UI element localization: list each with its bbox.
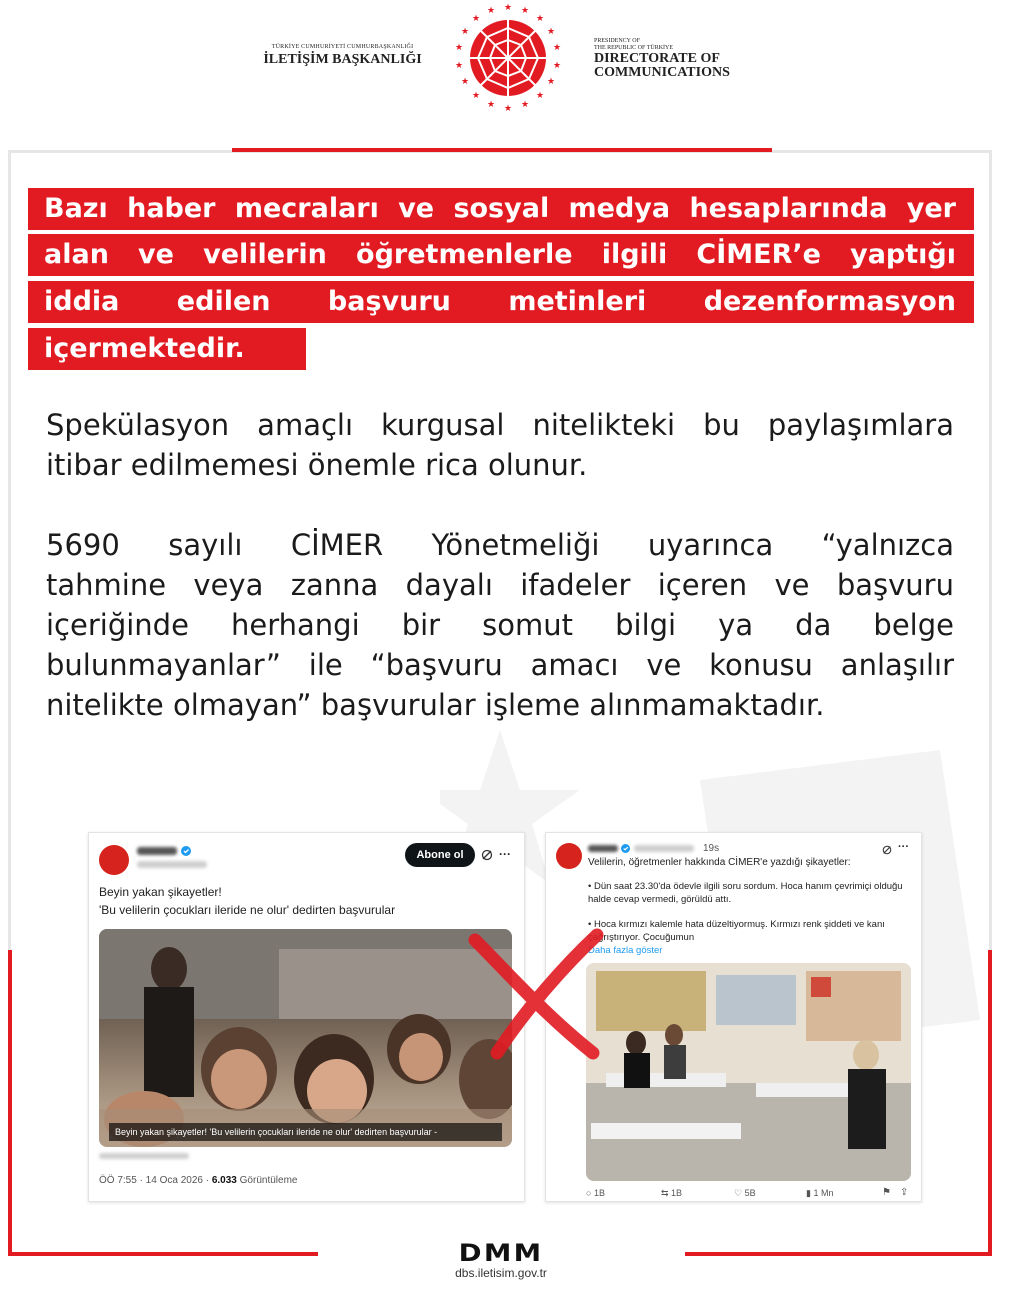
svg-text:★: ★ <box>535 91 545 101</box>
frame-bottom-left-accent <box>8 950 12 1255</box>
like-count[interactable]: ♡ 5B <box>734 1188 756 1198</box>
blurred-account-name-2 <box>588 845 618 852</box>
follow-button[interactable]: Abone ol <box>405 843 475 867</box>
classroom-photo-2[interactable] <box>586 963 911 1181</box>
tweet-2-bullet-2-line-2: çağrıştırıyor. Çocuğumun <box>588 932 695 943</box>
paragraph-2-line-1: 5690 sayılı CİMER Yönetmeliği uyarınca “yalnızca <box>46 528 954 562</box>
tweet-2-bullet-2-line-1: • Hoca kırmızı kalemle hata düzeltiyormuş. Kırmızı renk şiddeti ve kanı <box>588 919 885 930</box>
tweet-2-age: 19s <box>703 843 720 854</box>
tweet-1-text-line-1: Beyin yakan şikayetler! <box>99 885 222 899</box>
en-agency-name <box>594 38 784 80</box>
svg-text:★: ★ <box>520 6 530 16</box>
svg-text:★: ★ <box>503 104 513 114</box>
blurred-account-handle-2 <box>634 845 694 852</box>
classroom-photo-2-illustration <box>586 963 911 1181</box>
headline-line-4: içermektedir. <box>28 328 306 370</box>
dmm-footer <box>445 1240 557 1280</box>
classroom-photo[interactable] <box>99 929 512 1147</box>
frame-bottom-right-accent-h <box>685 1252 992 1256</box>
svg-text:★: ★ <box>471 91 481 101</box>
blurred-source <box>99 1153 189 1159</box>
paragraph-1 <box>46 405 954 485</box>
grok-icon[interactable] <box>882 845 892 855</box>
tweet-2-text-line-1: Velilerin, öğretmenler hakkında CİMER'e yazdığı şikayetler: <box>588 857 851 868</box>
tweet-1-text-line-2: 'Bu velilerin çocukları ileride ne olur' dedirten başvurular <box>99 903 396 917</box>
paragraph-2-line-2: tahmine veya zanna dayalı ifadeler içeren ve başvuru <box>46 568 954 602</box>
svg-text:★: ★ <box>454 61 464 71</box>
tr-agency-name <box>255 44 430 68</box>
blurred-account-name <box>137 847 177 855</box>
en-agency-title-1: DIRECTORATE OF <box>594 51 720 66</box>
headline-line-1: Bazı haber mecraları ve sosyal medya hesaplarında yer <box>28 188 974 230</box>
tr-agency-title: İLETİŞİM BAŞKANLIĞI <box>263 52 422 67</box>
frame-bottom-right-accent <box>988 950 992 1255</box>
paragraph-1-line-2: itibar edilmemesi önemle rica olunur. <box>46 448 588 482</box>
account-avatar <box>99 845 129 875</box>
paragraph-2 <box>46 525 954 725</box>
svg-text:★: ★ <box>503 3 513 13</box>
paragraph-2-line-3: içeriğinde herhangi bir somut bilgi ya da belge <box>46 608 954 642</box>
reply-count-value: 1B <box>593 1188 605 1198</box>
view-count[interactable]: ▮ 1 Mn <box>806 1188 834 1198</box>
svg-text:★: ★ <box>552 61 562 71</box>
verified-badge-icon <box>621 844 630 853</box>
svg-text:★: ★ <box>520 100 530 110</box>
bookmark-icon[interactable]: ⚑ <box>882 1187 891 1198</box>
view-count-value: 1 Mn <box>813 1188 834 1198</box>
tweet-1-views: 6.033 <box>211 1175 237 1186</box>
tweet-1-timestamp: ÖÖ 7:55 · 14 Oca 2026 · <box>99 1175 212 1186</box>
svg-text:★: ★ <box>535 14 545 24</box>
more-options-icon[interactable]: ··· <box>499 847 511 861</box>
more-options-icon[interactable]: ··· <box>898 841 909 853</box>
tr-agency-subtitle: TÜRKİYE CUMHURİYETİ CUMHURBAŞKANLIĞI <box>271 44 414 50</box>
paragraph-2-line-5: nitelikte olmayan” başvurular işleme alınmamaktadır. <box>46 688 825 722</box>
frame-top-accent <box>232 148 772 152</box>
tweet-1-meta <box>99 1175 297 1186</box>
tweet-1-views-label: Görüntüleme <box>236 1175 298 1186</box>
svg-text:★: ★ <box>486 100 496 110</box>
share-icon[interactable]: ⇪ <box>900 1187 909 1198</box>
like-count-value: 5B <box>744 1188 756 1198</box>
svg-text:★: ★ <box>546 27 556 37</box>
svg-text:★: ★ <box>454 43 464 53</box>
headline-line-2: alan ve velilerin öğretmenlerle ilgili CİMER’e yaptığı <box>28 234 974 276</box>
dmm-logo: DMM <box>458 1239 544 1267</box>
presidency-emblem-icon <box>452 2 564 114</box>
svg-text:★: ★ <box>486 6 496 16</box>
repost-count[interactable]: ⇆ 1B <box>661 1188 683 1198</box>
reply-count[interactable]: ○ 1B <box>586 1188 605 1198</box>
frame-bottom-left-accent-h <box>8 1252 318 1256</box>
blurred-account-handle <box>137 861 207 868</box>
en-agency-subtitle-2: THE REPUBLIC OF TÜRKİYE <box>594 45 674 51</box>
en-agency-title-2: COMMUNICATIONS <box>594 65 730 80</box>
footer-url[interactable]: dbs.iletisim.gov.tr <box>455 1266 547 1280</box>
verified-badge-icon <box>181 846 191 856</box>
svg-text:★: ★ <box>460 77 470 87</box>
svg-text:★: ★ <box>460 27 470 37</box>
paragraph-1-line-1: Spekülasyon amaçlı kurgusal nitelikteki bu paylaşımlara <box>46 408 954 442</box>
svg-text:★: ★ <box>546 77 556 87</box>
svg-text:★: ★ <box>552 43 562 53</box>
grok-icon[interactable] <box>481 849 493 861</box>
photo-caption: Beyin yakan şikayetler! 'Bu velilerin çocukları ileride ne olur' dedirten başvurular - <box>109 1123 502 1141</box>
headline-line-3: iddia edilen başvuru metinleri dezenformasyon <box>28 281 974 323</box>
red-cross-icon <box>465 925 610 1065</box>
paragraph-2-line-4: bulunmayanlar” ile “başvuru amacı ve konusu anlaşılır <box>46 648 954 682</box>
en-agency-subtitle-1: PRESIDENCY OF <box>594 38 640 44</box>
show-more-link[interactable]: Daha fazla göster <box>588 945 663 956</box>
tweet-2-bullet-1-line-2: halde cevap vermedi, görüldü attı. <box>588 894 732 905</box>
tweet-card-1 <box>88 832 525 1202</box>
repost-count-value: 1B <box>671 1188 683 1198</box>
classroom-photo-illustration <box>99 929 512 1147</box>
tweet-2-bullet-1-line-1: • Dün saat 23.30'da ödevle ilgili soru sordum. Hoca hanım çevrimiçi olduğu <box>588 881 903 892</box>
svg-text:★: ★ <box>471 14 481 24</box>
account-avatar-2 <box>556 843 582 869</box>
